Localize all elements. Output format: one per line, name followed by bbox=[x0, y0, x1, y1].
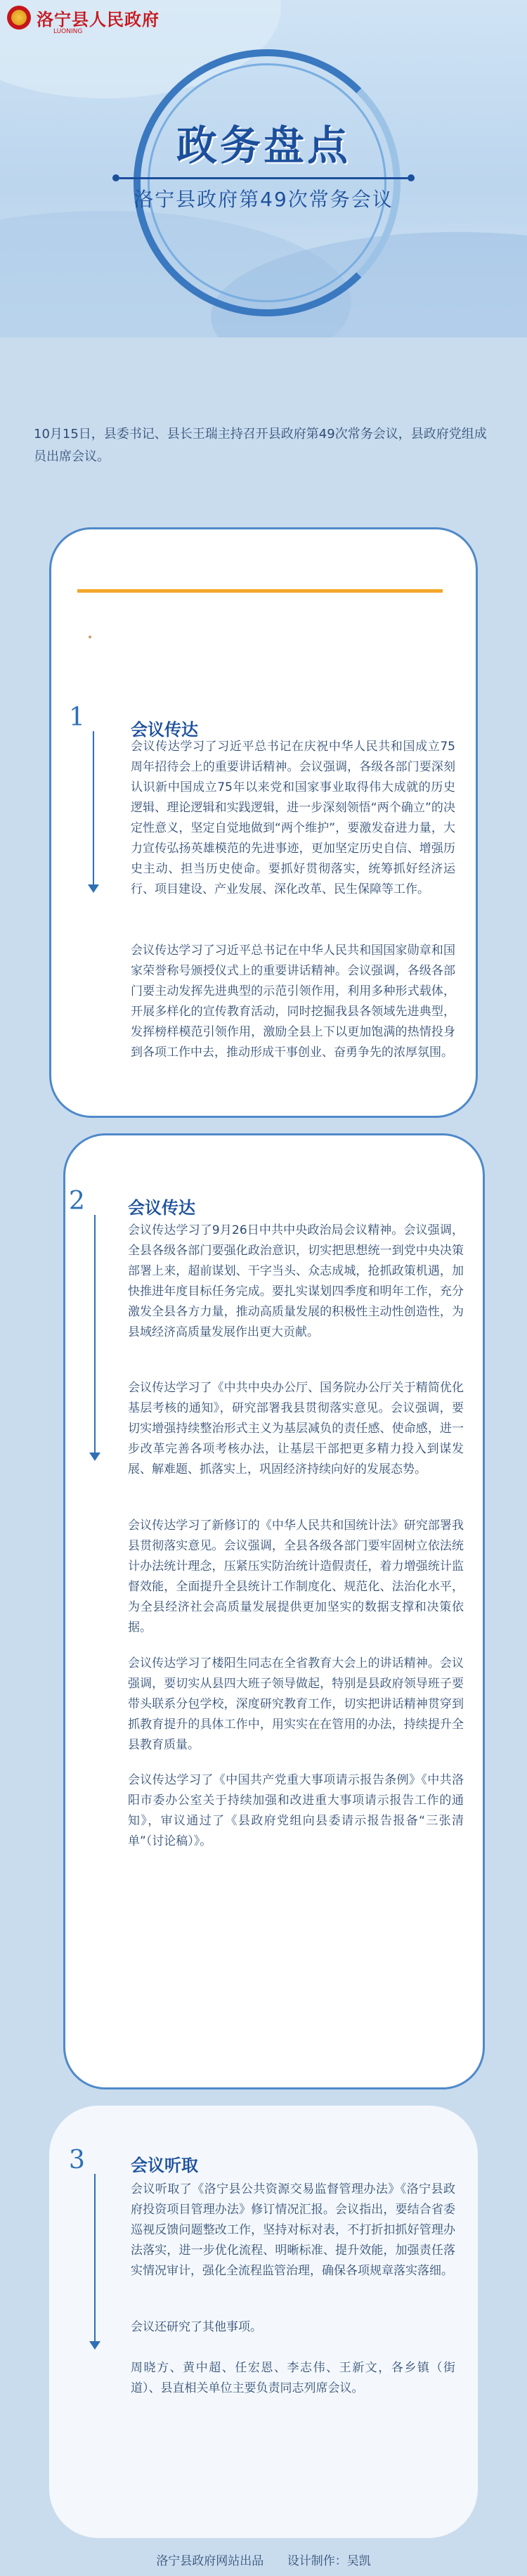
orange-divider bbox=[77, 589, 443, 593]
decorative-ring-inner bbox=[148, 63, 386, 302]
title-dot bbox=[112, 174, 119, 181]
section-title: 会议传达 bbox=[131, 720, 198, 740]
page-title: 政务盘点 bbox=[176, 122, 351, 169]
arrow-down-icon bbox=[89, 1453, 100, 1461]
title-underline bbox=[119, 177, 408, 179]
section-title: 会议传达 bbox=[128, 1198, 195, 1218]
site-title[interactable]: 洛宁县人民政府 bbox=[37, 10, 160, 30]
section-paragraph: 会议传达学习了楼阳生同志在全省教育大会上的讲话精神。会议强调，要切实从县四大班子领导做起，特别是县政府领导班子要带头联系分包学校，深度研究教育工作，切实把讲话精神贯穿到抓教育提升的具体工作中，用实实在在管用的办法，持续提升全县教育质量。 bbox=[128, 1656, 464, 1752]
section-paragraph: 会议听取了《洛宁县公共资源交易监督管理办法》《洛宁县政府投资项目管理办法》修订情况汇报。会议指出，要结合省委巡视反馈问题整改工作，坚持对标对表，不打折扣抓好管理办法落实，进一步优化流程、明晰标准、提升效能，加强责任落实情况审计，强化全流程监管治理，确保各项规章落实落细。 bbox=[131, 2182, 455, 2278]
section-number: 3 bbox=[69, 2146, 85, 2175]
section-line bbox=[94, 1215, 96, 1454]
section-paragraph: 会议传达学习了《中共中央办公厅、国务院办公厅关于精简优化基层考核的通知》，研究部署我县贯彻落实意见。会议强调，要切实增强持续整治形式主义为基层减负的责任感、使命感，进一步改革完善各项考核办法，让基层干部把更多精力投入到谋发展、解难题、抓落实上，巩固经济持续向好的发展态势。 bbox=[128, 1381, 464, 1476]
title-dot bbox=[408, 174, 415, 181]
section-paragraph: 周晓方、黄中超、任宏恩、李志伟、王新文，各乡镇（街道）、县直相关单位主要负责同志列席会议。 bbox=[131, 2361, 455, 2395]
arrow-down-icon bbox=[89, 2341, 100, 2350]
section-paragraph: 会议传达学习了新修订的《中华人民共和国统计法》研究部署我县贯彻落实意见。会议强调，全县各级各部门要牢固树立依法统计办法统计理念，压紧压实防治统计造假责任，着力增强统计监督效能，全面提升全县统计工作制度化、规范化、法治化水平，为全县经济社会高质量发展提供更加坚实的数据支撑和决策依据。 bbox=[128, 1519, 464, 1635]
section-number: 1 bbox=[69, 703, 85, 732]
footer-designer: 设计制作：吴凯 bbox=[287, 2554, 371, 2568]
footer-publisher: 洛宁县政府网站出品 bbox=[156, 2554, 264, 2568]
header-banner bbox=[0, 0, 527, 337]
section-number: 2 bbox=[69, 1187, 85, 1216]
section-paragraph: 会议传达学习了《中国共产党重大事项请示报告条例》《中共洛阳市委办公室关于持续加强和改进重大事项请示报告工作的通知》，审议通过了《县政府党组向县委请示报告报备“三张清单”（讨论稿）》。 bbox=[128, 1773, 464, 1848]
section-line bbox=[94, 2174, 96, 2343]
decorative-dot bbox=[89, 636, 91, 638]
section-paragraph: 会议还研究了其他事项。 bbox=[131, 2320, 262, 2334]
site-subtitle: LUONING bbox=[53, 28, 83, 35]
section-title: 会议听取 bbox=[131, 2156, 198, 2175]
footer bbox=[0, 2551, 527, 2568]
intro-text: 10月15日，县委书记、县长王瑞主持召开县政府第49次常务会议，县政府党组成员出席会议。 bbox=[34, 427, 487, 464]
national-emblem-icon bbox=[7, 6, 31, 30]
section-paragraph: 会议传达学习了习近平总书记在中华人民共和国国家勋章和国家荣誉称号颁授仪式上的重要讲话精神。会议强调，各级各部门要主动发挥先进典型的示范引领作用，利用多种形式载体，开展多样化的宣传教育活动，同时挖掘我县各领域先进典型，发挥榜样模范引领作用，激励全县上下以更加饱满的热情投身到各项工作中去，推动形成干事创业、奋勇争先的浓厚氛围。 bbox=[131, 944, 455, 1060]
page-subtitle: 洛宁县政府第49次常务会议 bbox=[134, 188, 393, 211]
section-line bbox=[93, 731, 94, 886]
arrow-down-icon bbox=[88, 884, 99, 893]
section-paragraph: 会议传达学习了习近平总书记在庆祝中华人民共和国成立75周年招待会上的重要讲话精神。会议强调，各级各部门要深刻认识新中国成立75年以来党和国家事业取得伟大成就的历史逻辑、理论逻辑和实践逻辑，进一步深刻领悟“两个确立”的决定性意义，坚定自觉地做到“两个维护”，要激发奋进力量，大力宣传弘扬英雄模范的先进事迹，更加坚定历史自信、增强历史主动、担当历史使命。要抓好贯彻落实，统筹抓好经济运行、项目建设、产业发展、深化改革、民生保障等工作。 bbox=[131, 740, 455, 896]
section-paragraph: 会议传达学习了9月26日中共中央政治局会议精神。会议强调，全县各级各部门要强化政治意识，切实把思想统一到党中央决策部署上来，超前谋划、干字当头、众志成城，抢抓政策机遇，加快推进年度目标任务完成。要扎实谋划四季度和明年工作，充分激发全县各方力量，推动高质量发展的积极性主动性创造性，为县域经济高质量发展作出更大贡献。 bbox=[128, 1223, 464, 1339]
